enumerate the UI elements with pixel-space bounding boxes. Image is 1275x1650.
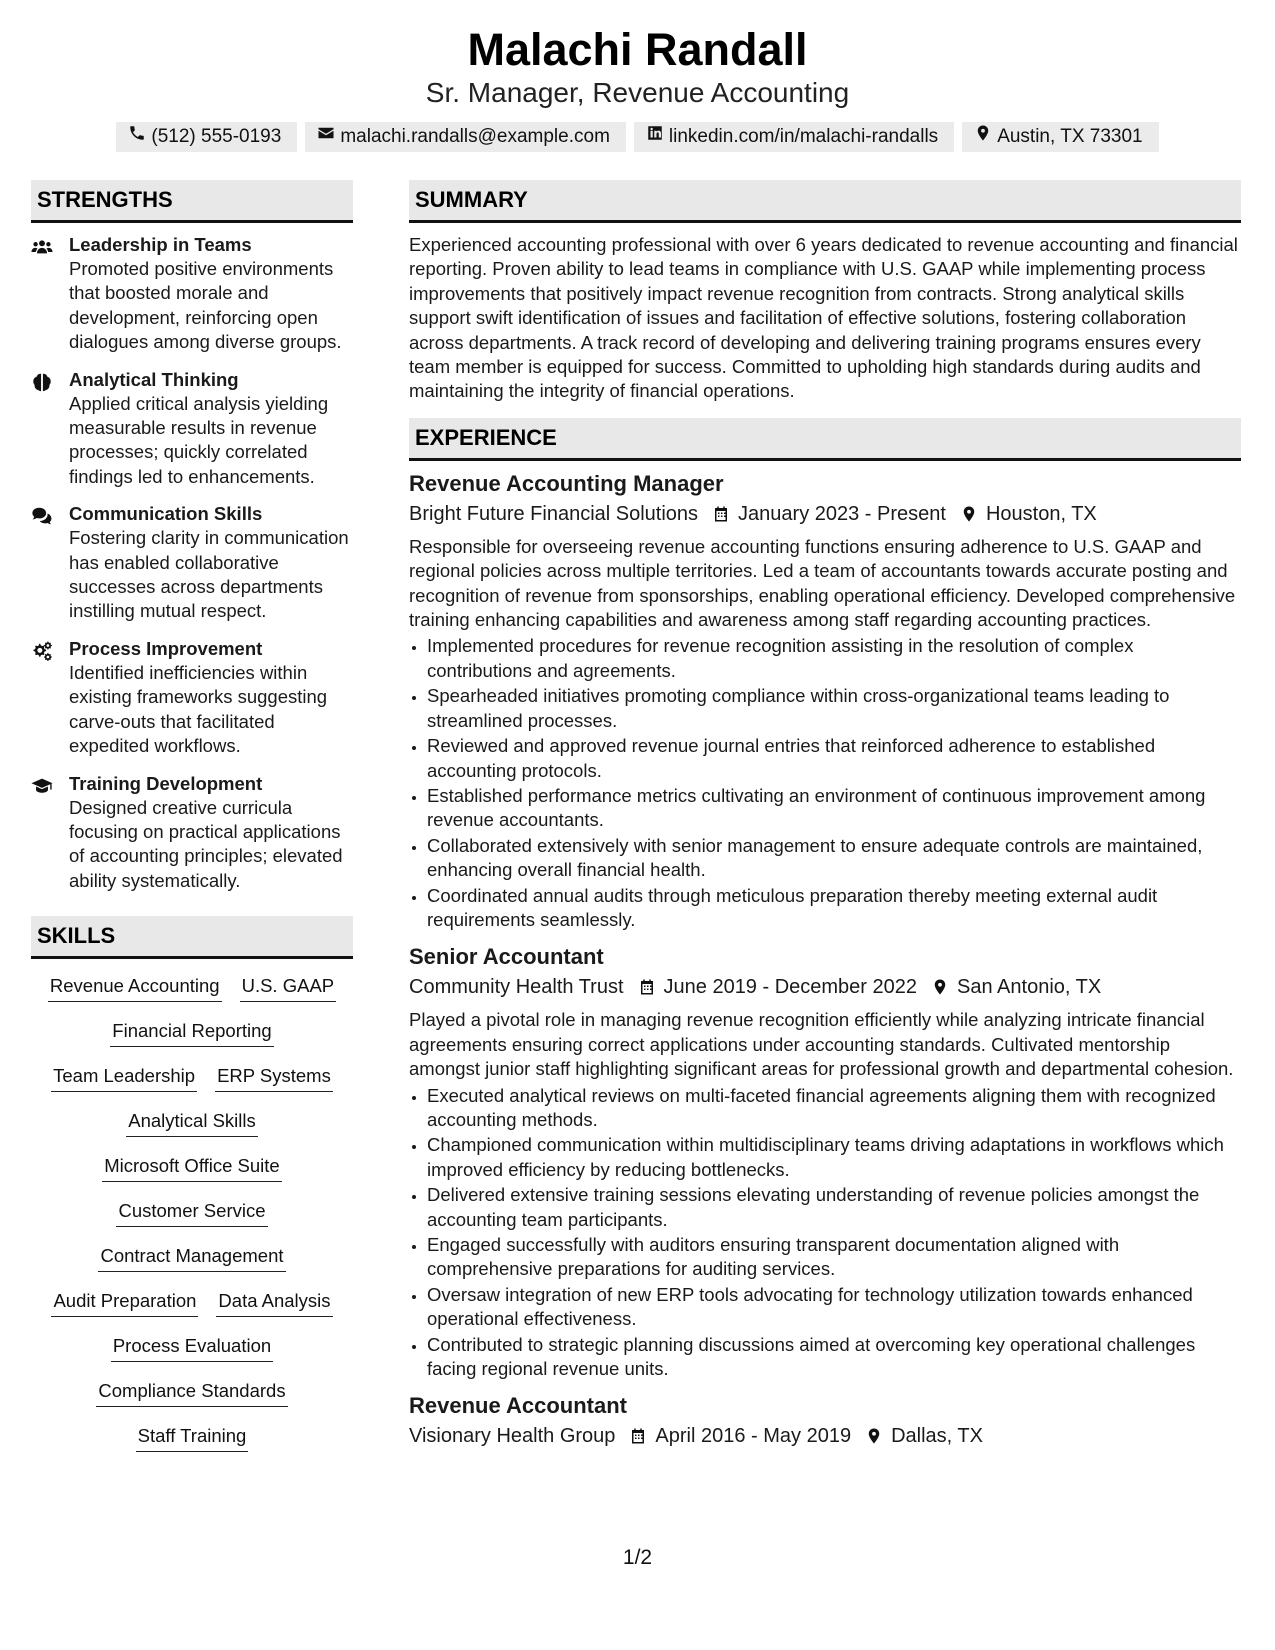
contact-location-text: Austin, TX 73301 xyxy=(997,126,1143,147)
job-bullet: • Coordinated annual audits through meticulous preparation thereby meeting external audit requirements seamlessly. xyxy=(427,884,1241,933)
contact-linkedin[interactable] xyxy=(634,122,954,152)
skills-row xyxy=(31,1288,353,1333)
skill-tag: Analytical Skills xyxy=(126,1108,258,1137)
gears-icon xyxy=(31,637,69,759)
brain-icon xyxy=(31,368,69,490)
job-description: Played a pivotal role in managing revenue recognition efficiently while analyzing intricate financial agreements ensuring correct applications under accounting standards. Cultivated mentorship amongst junior staff highlighting significant areas for professional growth and departmental cohesion. xyxy=(409,1009,1234,1080)
job-description: Responsible for overseeing revenue accounting functions ensuring adherence to U.S. GAAP and regional policies across multiple territories. Led a team of accountants towards accurate posting and recognition of revenue from sponsorships, enabling operational efficiency. Developed comprehensive training enhancing capabilities and awareness among staff regarding accounting practices. xyxy=(409,535,1236,631)
job-title: Senior Accountant xyxy=(409,944,604,970)
skill-tag: Staff Training xyxy=(136,1423,249,1452)
strength-desc: Fostering clarity in communication has enabled collaborative successes across departments instilling mutual respect. xyxy=(69,527,349,622)
contact-location xyxy=(962,122,1158,152)
skills-row xyxy=(31,973,353,1018)
job-bullet: • Collaborated extensively with senior management to ensure adequate controls are maintained, enhancing overall financial health. xyxy=(427,834,1241,883)
job-location: Dallas, TX xyxy=(891,1425,983,1448)
job-bullet: • Established performance metrics cultivating an environment of continuous improvement among revenue accountants. xyxy=(427,784,1241,833)
strength-item xyxy=(31,368,353,490)
skill-tag: Process Evaluation xyxy=(111,1333,273,1362)
job-bullet: • Executed analytical reviews on multi-faceted financial agreements aligning them with recognized accounting methods. xyxy=(427,1084,1241,1133)
skills-list xyxy=(31,973,353,1468)
job-dates: June 2019 - December 2022 xyxy=(663,976,918,999)
candidate-name: Malachi Randall xyxy=(467,24,808,75)
right-column xyxy=(409,180,1241,1457)
job-bullet: • Delivered extensive training sessions elevating understanding of revenue policies amongst the accounting team participants. xyxy=(427,1183,1241,1232)
strength-desc: Applied critical analysis yielding measurable results in revenue processes; quickly correlated findings led to enhancements. xyxy=(69,392,329,487)
job-location: San Antonio, TX xyxy=(957,976,1102,999)
contact-phone[interactable] xyxy=(116,122,297,152)
resume-header xyxy=(0,22,1275,152)
strength-title: Training Development xyxy=(69,772,263,794)
strength-title: Process Improvement xyxy=(69,637,263,659)
job-meta xyxy=(409,972,1241,1002)
location-pin-icon xyxy=(974,122,992,152)
contact-bar xyxy=(0,122,1275,152)
skill-tag: Data Analysis xyxy=(216,1288,332,1317)
graduation-cap-icon xyxy=(31,772,69,894)
candidate-title: Sr. Manager, Revenue Accounting xyxy=(425,77,850,108)
skills-row xyxy=(31,1243,353,1288)
calendar-icon xyxy=(712,505,730,523)
job-title: Revenue Accounting Manager xyxy=(409,470,724,496)
users-icon xyxy=(31,233,69,355)
job-bullet: • Contributed to strategic planning discussions aimed at overcoming key operational challenges facing regional revenue units. xyxy=(427,1333,1241,1382)
envelope-icon xyxy=(317,122,335,152)
job-entry xyxy=(409,469,1241,933)
phone-icon xyxy=(128,122,146,152)
experience-heading: EXPERIENCE xyxy=(409,418,1241,461)
contact-linkedin-text: linkedin.com/in/malachi-randalls xyxy=(668,126,939,147)
skill-tag: Contract Management xyxy=(98,1243,285,1272)
strength-item xyxy=(31,772,353,894)
skills-row xyxy=(31,1198,353,1243)
skill-tag: ERP Systems xyxy=(215,1063,333,1092)
location-pin-icon xyxy=(931,978,949,996)
contact-email-text: malachi.randalls@example.com xyxy=(340,126,610,147)
skills-row xyxy=(31,1063,353,1108)
job-bullets xyxy=(409,634,1241,932)
job-company: Bright Future Financial Solutions xyxy=(409,502,699,525)
contact-email[interactable] xyxy=(305,122,626,152)
strength-title: Communication Skills xyxy=(69,503,263,525)
comments-icon xyxy=(31,502,69,624)
job-dates: January 2023 - Present xyxy=(738,502,946,525)
summary-text: Experienced accounting professional with over 6 years dedicated to revenue accounting and financial reporting. Proven ability to lead teams in compliance with U.S. GAAP while implementing process improvements that positively impact revenue recognition from contracts. Strong analytical skills support swift identification of issues and facilitation of effective solutions, fostering collaboration across departments. A track record of developing and delivering training programs ensures every team member is equipped for success. Committed to upholding high standards during audits and maintaining the integrity of financial operations. xyxy=(409,234,1238,402)
job-bullet: • Engaged successfully with auditors ensuring transparent documentation aligned with comprehensive preparations for auditing services. xyxy=(427,1233,1241,1282)
skills-row xyxy=(31,1423,353,1468)
contact-phone-text: (512) 555-0193 xyxy=(151,126,282,147)
strength-title: Analytical Thinking xyxy=(69,368,239,390)
job-bullet: • Spearheaded initiatives promoting compliance within cross-organizational teams leading to streamlined processes. xyxy=(427,684,1241,733)
job-bullet: • Reviewed and approved revenue journal entries that reinforced adherence to established accounting protocols. xyxy=(427,734,1241,783)
skill-tag: Microsoft Office Suite xyxy=(102,1153,281,1182)
skill-tag: Compliance Standards xyxy=(96,1378,287,1407)
strengths-heading: STRENGTHS xyxy=(31,180,353,223)
left-column xyxy=(31,180,353,1468)
strength-title: Leadership in Teams xyxy=(69,234,252,255)
location-pin-icon xyxy=(865,1427,883,1445)
skill-tag: Revenue Accounting xyxy=(48,973,222,1002)
job-meta xyxy=(409,1421,1241,1451)
strength-item xyxy=(31,637,353,759)
job-company: Community Health Trust xyxy=(409,976,624,999)
job-bullet: • Implemented procedures for revenue recognition assisting in the resolution of complex contributions and agreements. xyxy=(427,634,1241,683)
job-bullets xyxy=(409,1084,1241,1382)
strength-item xyxy=(31,233,353,355)
linkedin-icon xyxy=(646,122,664,152)
page-number: 1/2 xyxy=(622,1546,653,1569)
summary-heading: SUMMARY xyxy=(409,180,1241,223)
location-pin-icon xyxy=(960,505,978,523)
job-entry xyxy=(409,1391,1241,1451)
skills-row xyxy=(31,1018,353,1063)
strength-desc: Promoted positive environments that boosted morale and development, reinforcing open dialogues among diverse groups. xyxy=(69,258,342,353)
skills-row xyxy=(31,1333,353,1378)
job-dates: April 2016 - May 2019 xyxy=(655,1425,852,1448)
job-meta xyxy=(409,499,1241,529)
job-bullet: • Championed communication within multidisciplinary teams driving adaptations in workflows which improved efficiency by reducing bottlenecks. xyxy=(427,1133,1241,1182)
skills-row xyxy=(31,1378,353,1423)
job-company: Visionary Health Group xyxy=(409,1425,616,1448)
skill-tag: Customer Service xyxy=(116,1198,267,1227)
calendar-icon xyxy=(629,1427,647,1445)
strength-desc: Designed creative curricula focusing on practical applications of accounting principles; elevated ability systematically. xyxy=(69,796,343,891)
strengths-list xyxy=(31,233,353,893)
skills-row xyxy=(31,1153,353,1198)
skill-tag: Audit Preparation xyxy=(51,1288,198,1317)
skill-tag: Team Leadership xyxy=(51,1063,197,1092)
skill-tag: U.S. GAAP xyxy=(240,973,337,1002)
job-title: Revenue Accountant xyxy=(409,1393,628,1419)
skills-row xyxy=(31,1108,353,1153)
calendar-icon xyxy=(638,978,656,996)
strength-desc: Identified inefficiencies within existing frameworks suggesting carve-outs that facilitated expedited workflows. xyxy=(69,661,328,757)
job-location: Houston, TX xyxy=(985,502,1097,525)
job-entry xyxy=(409,942,1241,1381)
job-bullet: • Oversaw integration of new ERP tools advocating for technology utilization towards enhanced operational effectiveness. xyxy=(427,1283,1241,1332)
strength-item xyxy=(31,502,353,624)
skills-heading: SKILLS xyxy=(31,916,353,959)
skill-tag: Financial Reporting xyxy=(110,1018,273,1047)
